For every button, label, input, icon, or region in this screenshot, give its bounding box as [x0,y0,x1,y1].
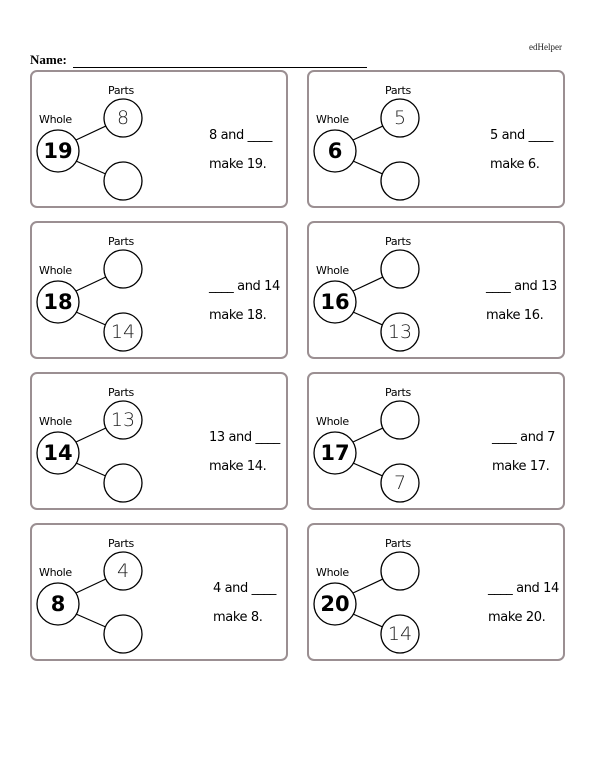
sentence-line-2: make 17. [492,459,550,474]
bottom-part-value[interactable]: 7 [393,472,407,494]
top-part-value[interactable]: 4 [116,560,130,582]
sentence-line-1: 5 and ____ [490,128,553,143]
problem-card-7 [30,523,288,661]
bottom-part-value[interactable] [103,463,143,503]
whole-label: Whole [316,566,349,579]
whole-value: 16 [320,290,350,314]
whole-value: 17 [320,441,350,465]
whole-value: 20 [320,592,350,616]
parts-label: Parts [108,386,134,399]
sentence-line-1: 13 and ____ [209,430,280,445]
problem-card-8 [307,523,565,661]
sentence-line-1: ____ and 13 [486,279,557,294]
problem-card-3 [30,221,288,359]
whole-label: Whole [316,415,349,428]
sentence-line-2: make 20. [488,610,546,625]
top-part-value[interactable] [380,400,420,440]
sentence-line-2: make 16. [486,308,544,323]
bottom-part-value[interactable] [103,614,143,654]
whole-label: Whole [316,113,349,126]
sentence-line-1: 8 and ____ [209,128,272,143]
whole-label: Whole [39,566,72,579]
sentence-line-1: 4 and ____ [213,581,276,596]
sentence-line-2: make 18. [209,308,267,323]
sentence-line-2: make 19. [209,157,267,172]
parts-label: Parts [385,84,411,97]
sentence-line-1: ____ and 14 [209,279,280,294]
bottom-part-value[interactable]: 14 [110,321,136,343]
sentence-line-1: ____ and 14 [488,581,559,596]
problem-card-4 [307,221,565,359]
parts-label: Parts [385,537,411,550]
brand-label: edHelper [529,42,562,52]
whole-label: Whole [316,264,349,277]
problem-card-5 [30,372,288,510]
top-part-value[interactable] [380,551,420,591]
problem-card-6 [307,372,565,510]
whole-value: 19 [43,139,73,163]
whole-value: 18 [43,290,73,314]
bottom-part-value[interactable] [380,161,420,201]
name-field-line[interactable] [73,56,367,68]
parts-label: Parts [108,84,134,97]
top-part-value[interactable] [380,249,420,289]
sentence-line-2: make 14. [209,459,267,474]
top-part-value[interactable]: 13 [110,409,136,431]
parts-label: Parts [108,235,134,248]
whole-value: 8 [50,592,66,616]
bottom-part-value[interactable] [103,161,143,201]
whole-value: 6 [327,139,343,163]
top-part-value[interactable] [103,249,143,289]
problem-card-2 [307,70,565,208]
sentence-line-2: make 8. [213,610,263,625]
top-part-value[interactable]: 8 [116,107,130,129]
parts-label: Parts [385,235,411,248]
whole-label: Whole [39,264,72,277]
top-part-value[interactable]: 5 [393,107,407,129]
bottom-part-value[interactable]: 13 [387,321,413,343]
sentence-line-1: ____ and 7 [492,430,555,445]
name-label: Name: [30,52,67,67]
name-row [30,52,367,68]
parts-label: Parts [108,537,134,550]
whole-label: Whole [39,113,72,126]
bottom-part-value[interactable]: 14 [387,623,413,645]
whole-value: 14 [43,441,73,465]
parts-label: Parts [385,386,411,399]
sentence-line-2: make 6. [490,157,540,172]
whole-label: Whole [39,415,72,428]
problem-card-1 [30,70,288,208]
